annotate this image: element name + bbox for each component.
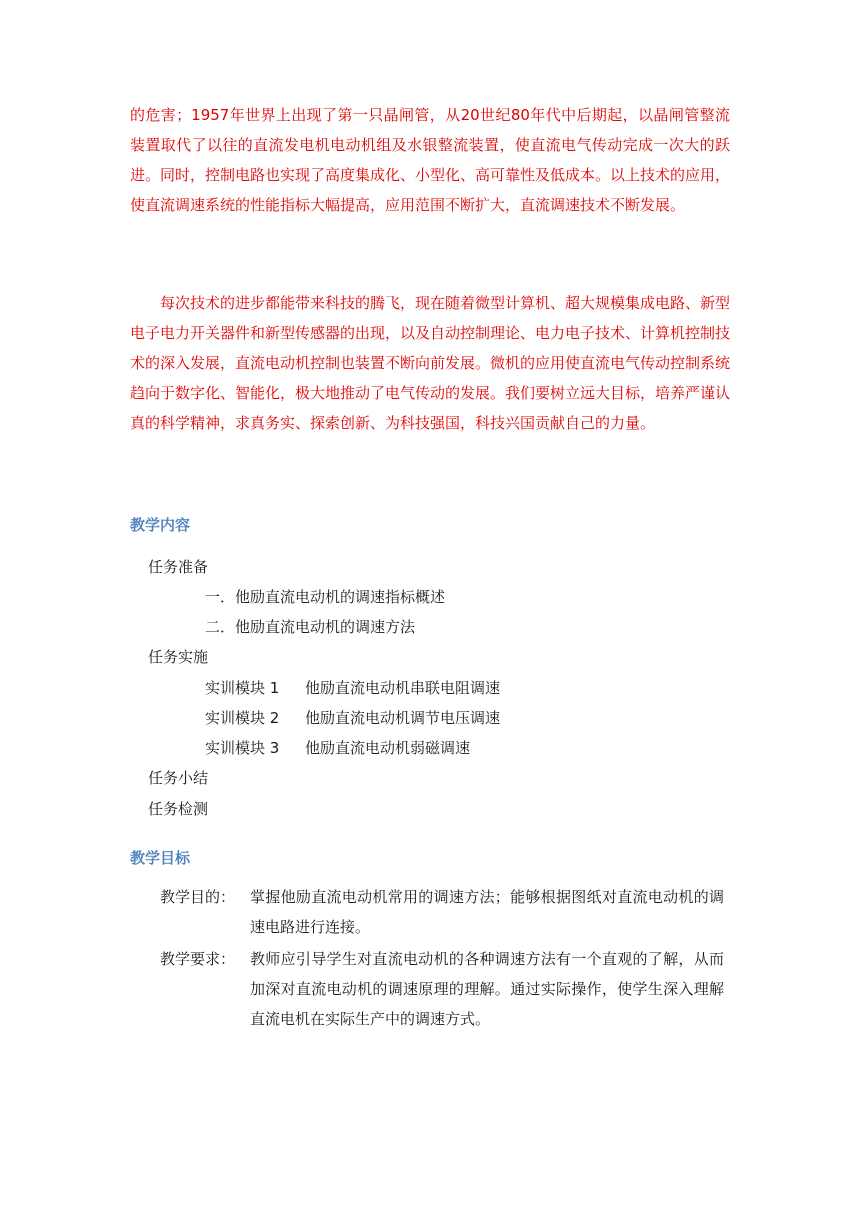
teaching-content-heading: 教学内容 [130, 516, 191, 534]
task-check-label: 任务检测 [148, 800, 209, 818]
module-title: 他励直流电动机串联电阻调速 [305, 679, 501, 697]
module-number: 实训模块 3 [205, 739, 280, 757]
module-row-3 [205, 737, 470, 759]
task-summary-label: 任务小结 [148, 769, 209, 787]
module-title: 他励直流电动机调节电压调速 [305, 709, 501, 727]
requirement-text: 教师应引导学生对直流电动机的各种调速方法有一个直观的了解，从而加深对直流电动机的调速原理的理解。通过实际操作，使学生深入理解直流电机在实际生产中的调速方式。 [250, 950, 724, 1028]
intro-paragraph-1: 的危害；1957年世界上出现了第一只晶闸管，从20世纪80年代中后期起，以晶闸管整流装置取代了以往的直流发电机电动机组及水银整流装置，使直流电气传动完成一次大的跃进。同时，控制电路也实现了高度集成化、小型化、高可靠性及低成本。以上技术的应用，使直流调速系统的性能指标大幅提高，应用范围不断扩大，直流调速技术不断发展。 [130, 106, 731, 214]
prep-item-1: 一．他励直流电动机的调速指标概述 [205, 588, 446, 606]
teaching-goals-heading: 教学目标 [130, 849, 191, 867]
requirement-label: 教学要求： [160, 950, 236, 968]
purpose-text: 掌握他励直流电动机常用的调速方法；能够根据图纸对直流电动机的调速电路进行连接。 [250, 888, 724, 936]
intro-paragraph-2: 每次技术的进步都能带来科技的腾飞，现在随着微型计算机、超大规模集成电路、新型电子电力开关器件和新型传感器的出现，以及自动控制理论、电力电子技术、计算机控制技术的深入发展，直流电动机控制也装置不断向前发展。微机的应用使直流电气传动控制系统趋向于数字化、智能化，极大地推动了电气传动的发展。我们要树立远大目标，培养严谨认真的科学精神，求真务实、探索创新、为科技强国，科技兴国贡献自己的力量。 [130, 294, 731, 432]
task-prep-label: 任务准备 [148, 558, 209, 576]
teaching-requirement [160, 944, 740, 1034]
module-row-2 [205, 707, 500, 729]
module-row-1 [205, 677, 500, 699]
purpose-label: 教学目的： [160, 888, 236, 906]
task-impl-label: 任务实施 [148, 648, 209, 666]
module-number: 实训模块 2 [205, 709, 280, 727]
teaching-purpose [160, 882, 740, 942]
module-title: 他励直流电动机弱磁调速 [305, 739, 471, 757]
prep-item-2: 二．他励直流电动机的调速方法 [205, 618, 416, 636]
module-number: 实训模块 1 [205, 679, 280, 697]
